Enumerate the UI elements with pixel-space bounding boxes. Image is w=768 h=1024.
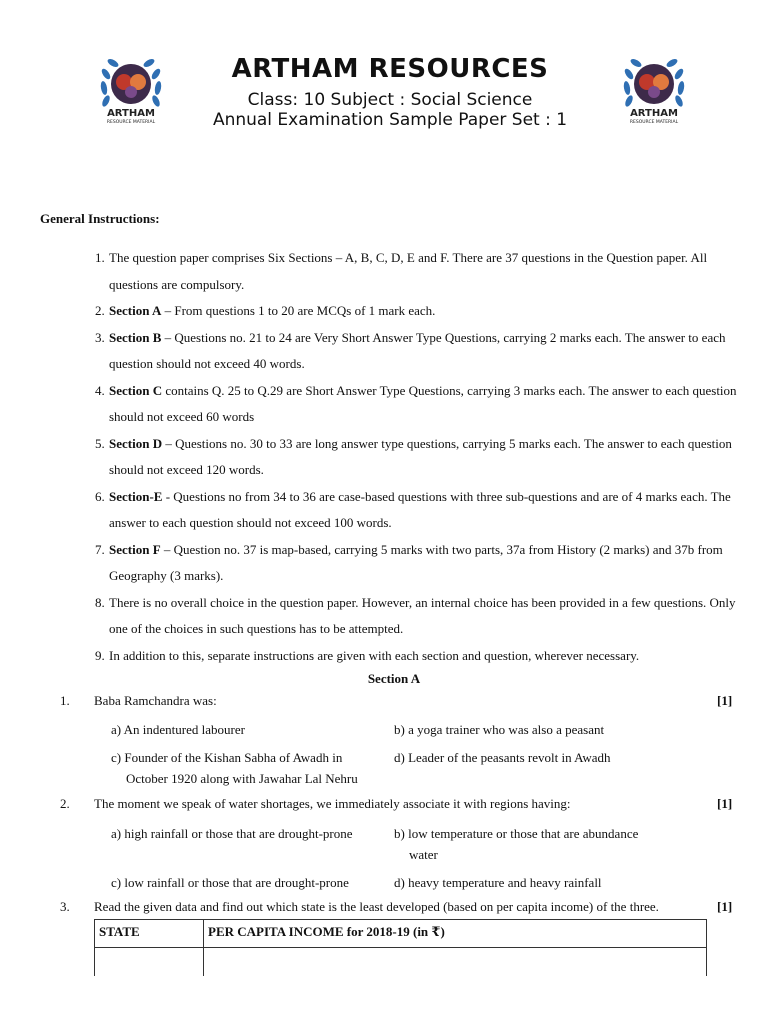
instruction-number: 1.	[95, 250, 105, 265]
q1-option-c-line2: October 1920 along with Jawahar Lal Nehru	[126, 771, 358, 786]
instruction-number: 8.	[95, 594, 105, 610]
question-number: 2.	[60, 796, 70, 811]
instruction-text: Section-E - Questions no from 34 to 36 are case-based questions with three sub-questions and are of 4 marks each. The answer to each question should not exceed 100 words.	[109, 488, 731, 530]
table-cell	[204, 948, 707, 977]
q1-option-a: a) An indentured labourer	[111, 722, 245, 737]
instruction-text: Section D – Questions no. 30 to 33 are long answer type questions, carrying 5 marks each. The answer to each question should not exceed 120 words.	[109, 435, 732, 477]
class-subject-line: Class: 10 Subject : Social Science	[247, 90, 533, 110]
instruction-item	[95, 643, 745, 670]
question-number: 3.	[60, 899, 70, 914]
per-capita-income-table	[94, 919, 707, 976]
q2-option-b-line2: water	[409, 847, 438, 862]
instruction-item	[95, 590, 745, 643]
instruction-number: 6.	[95, 488, 105, 504]
instruction-item	[95, 245, 745, 298]
table-header-state: STATE	[95, 920, 204, 948]
table-row	[95, 948, 707, 977]
table-header-income: PER CAPITA INCOME for 2018-19 (in ₹)	[204, 920, 707, 948]
instruction-number: 2.	[95, 303, 105, 318]
svg-text:RESOURCE MATERIAL: RESOURCE MATERIAL	[629, 120, 679, 125]
instruction-number: 3.	[95, 329, 105, 345]
instruction-item	[95, 431, 745, 484]
question-text: Baba Ramchandra was:	[94, 693, 217, 708]
q2-option-c: c) low rainfall or those that are drought-prone	[111, 875, 349, 890]
table-cell	[95, 948, 204, 977]
svg-text:RESOURCE MATERIAL: RESOURCE MATERIAL	[106, 120, 156, 125]
q1-option-c-line1: c) Founder of the Kishan Sabha of Awadh in	[111, 750, 343, 765]
instruction-number: 5.	[95, 435, 105, 451]
q2-option-b-line1: b) low temperature or those that are abundance	[394, 826, 639, 841]
question-number: 1.	[60, 693, 70, 708]
org-name: ARTHAM RESOURCES	[231, 54, 549, 84]
artham-logo-right	[619, 52, 689, 126]
question-text: The moment we speak of water shortages, we immediately associate it with regions having:	[94, 796, 571, 811]
q1-option-c	[111, 747, 358, 789]
exam-title-line: Annual Examination Sample Paper Set : 1	[212, 110, 568, 130]
q2-option-a: a) high rainfall or those that are drought-prone	[111, 826, 353, 841]
instruction-number: 7.	[95, 541, 105, 557]
instruction-item	[95, 378, 745, 431]
q2-option-b	[394, 823, 638, 865]
instruction-item	[95, 298, 745, 325]
table-header-row	[95, 920, 707, 948]
instruction-text: There is no overall choice in the question paper. However, an internal choice has been provided in a few questions. Only one of the choices in such questions has to be attempted.	[109, 594, 736, 636]
instruction-text: Section B – Questions no. 21 to 24 are Very Short Answer Type Questions, carrying 2 marks each. The answer to each question should not exceed 40 words.	[109, 329, 726, 371]
q2-option-d: d) heavy temperature and heavy rainfall	[394, 875, 602, 890]
question-marks: [1]	[717, 796, 733, 811]
instructions-list	[95, 245, 745, 669]
instruction-number: 9.	[95, 647, 105, 663]
section-a-title: Section A	[367, 671, 421, 686]
paper-header	[0, 0, 768, 140]
instruction-text: In addition to this, separate instructions are given with each section and question, wherever necessary.	[109, 647, 640, 663]
q1-option-b: b) a yoga trainer who was also a peasant	[394, 722, 605, 737]
instruction-text: The question paper comprises Six Sections – A, B, C, D, E and F. There are 37 questions in the Question paper. All questions are compulsory.	[109, 250, 708, 292]
general-instructions-title: General Instructions:	[40, 211, 160, 226]
instruction-item	[95, 484, 745, 537]
instruction-text: Section C contains Q. 25 to Q.29 are Short Answer Type Questions, carrying 3 marks each. The answer to each question should not exceed 60 words	[109, 382, 737, 424]
instruction-number: 4.	[95, 382, 105, 398]
q1-option-d: d) Leader of the peasants revolt in Awadh	[394, 750, 611, 765]
question-marks: [1]	[717, 693, 733, 708]
question-text: Read the given data and find out which state is the least developed (based on per capita income) of the three.	[94, 899, 659, 914]
svg-text:ARTHAM: ARTHAM	[630, 108, 678, 119]
question-marks: [1]	[717, 899, 733, 914]
instruction-text: Section A – From questions 1 to 20 are MCQs of 1 mark each.	[109, 303, 436, 318]
instruction-text: Section F – Question no. 37 is map-based, carrying 5 marks with two parts, 37a from History (2 marks) and 37b from Geography (3 marks).	[109, 541, 723, 583]
instruction-item	[95, 537, 745, 590]
instruction-item	[95, 325, 745, 378]
svg-text:ARTHAM: ARTHAM	[107, 108, 155, 119]
